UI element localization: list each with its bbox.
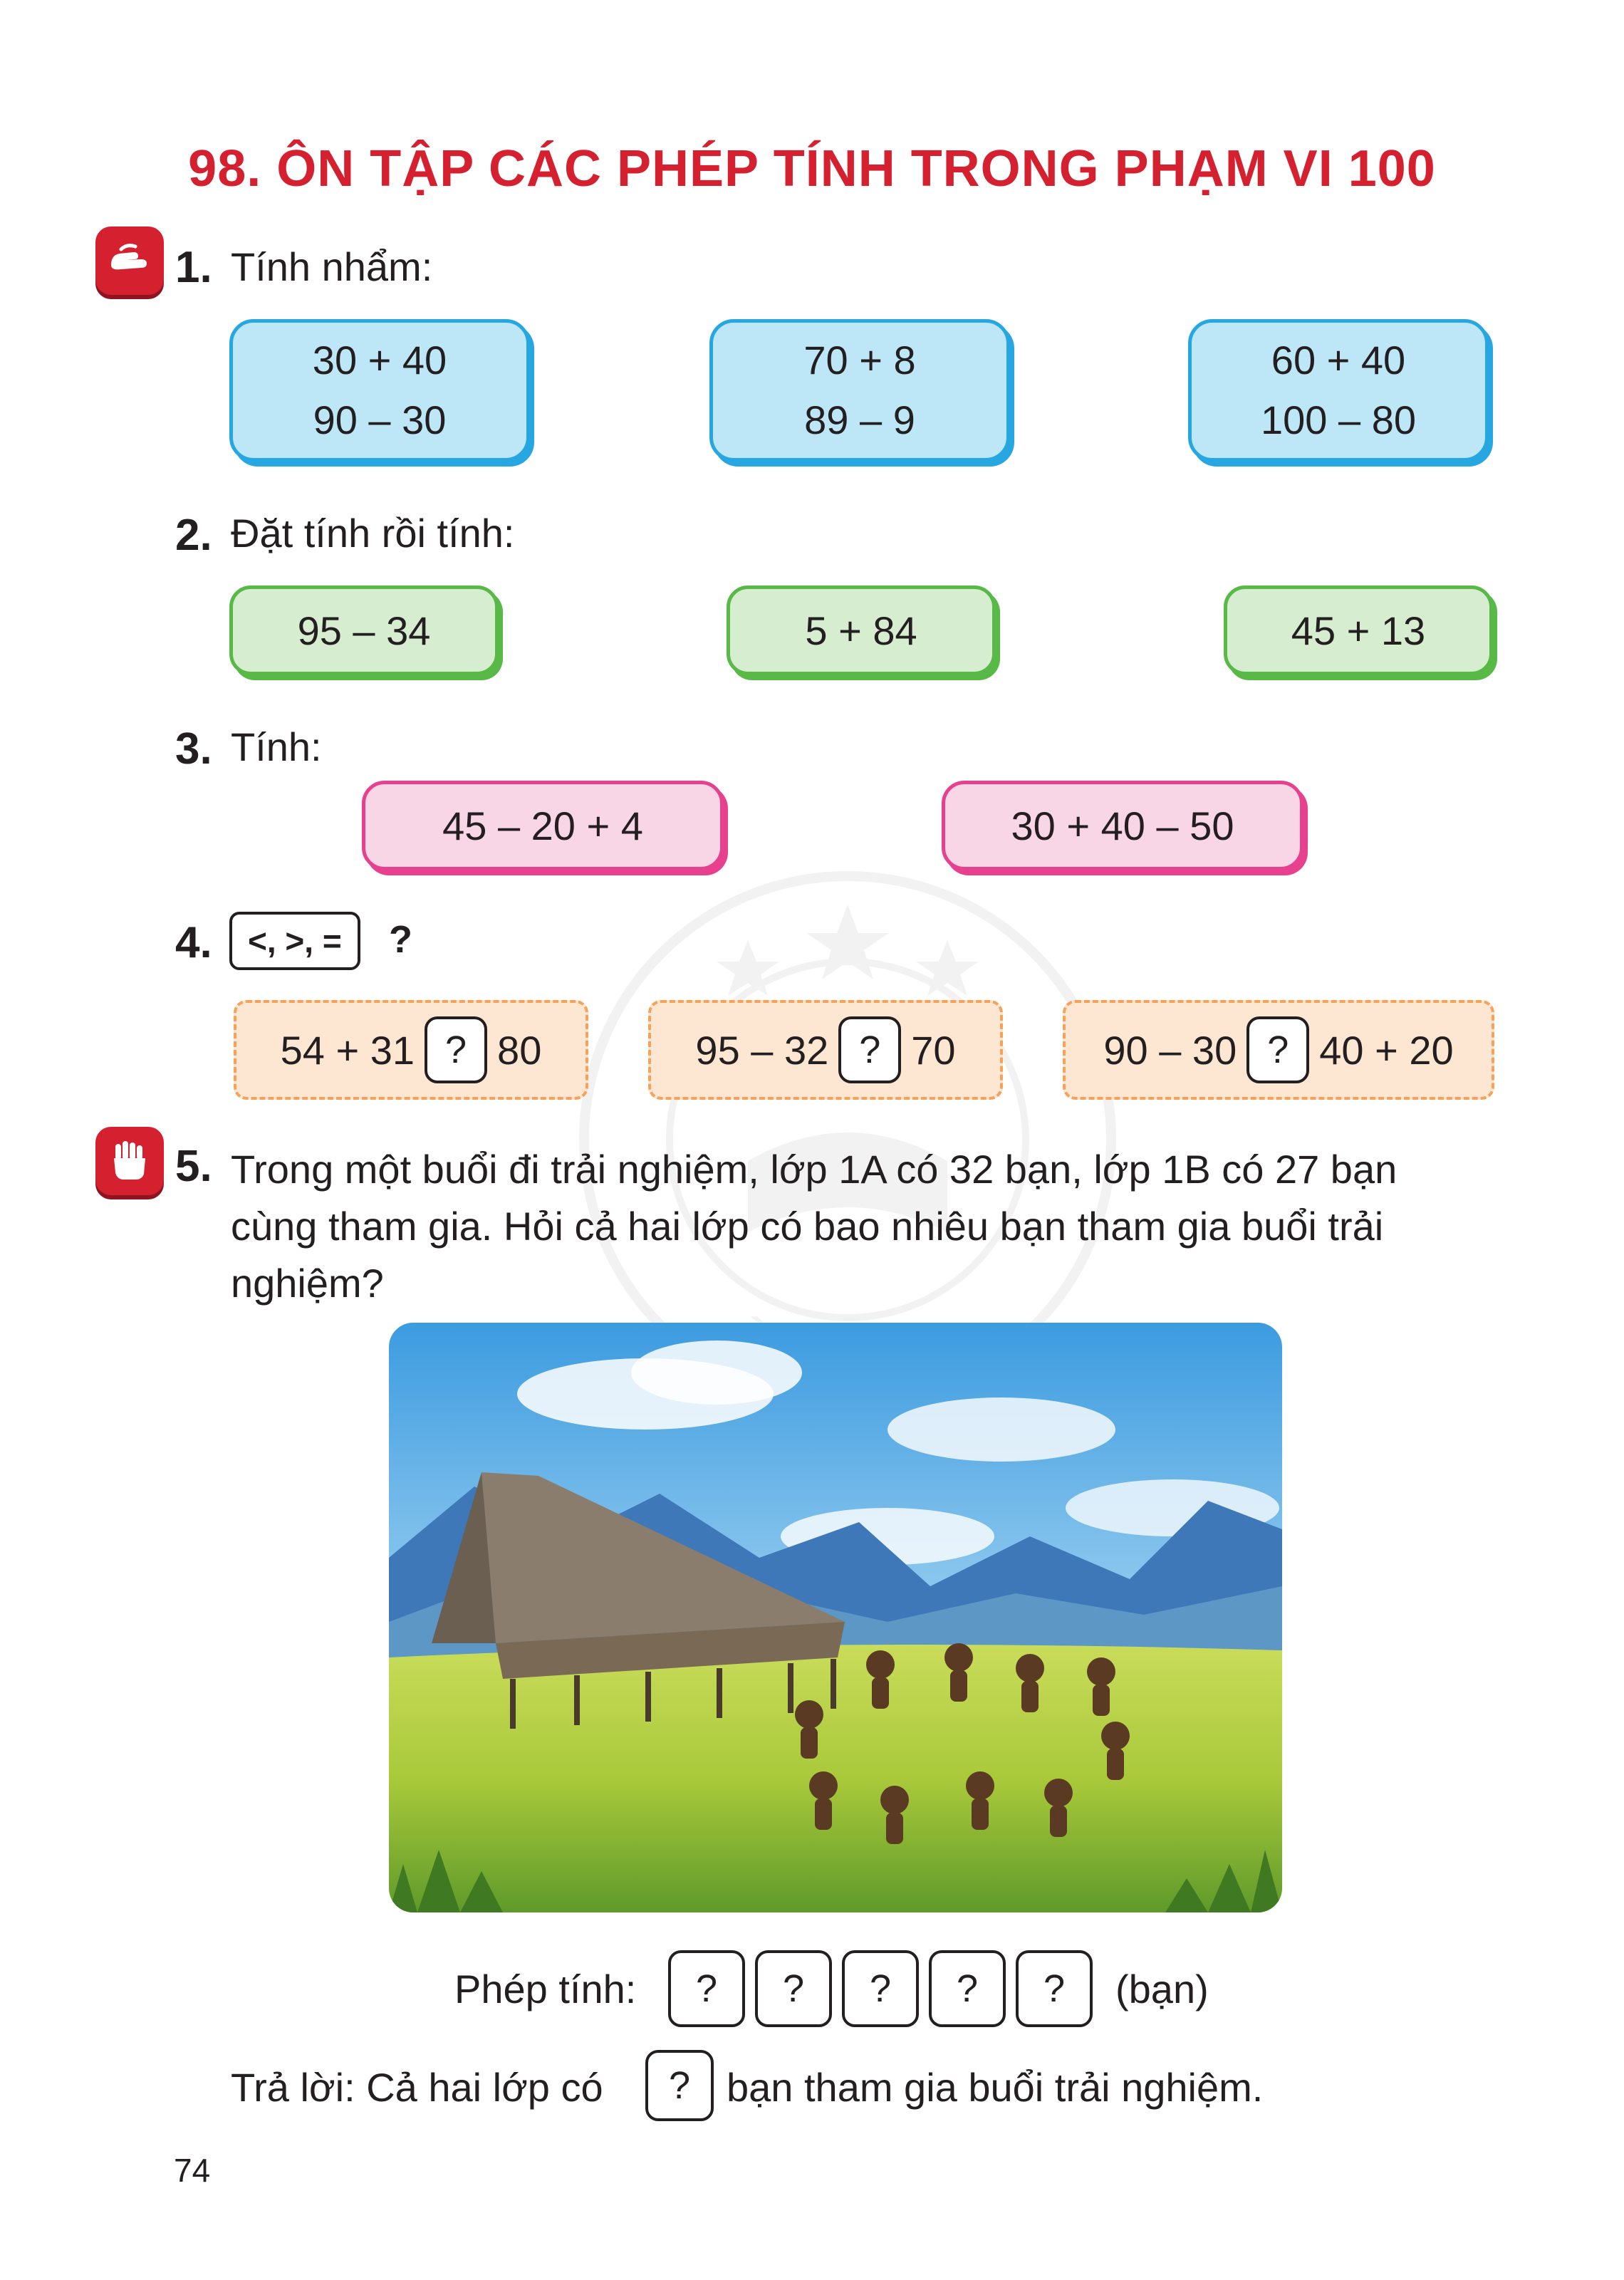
problem-line: cùng tham gia. Hỏi cả hai lớp có bao nhiêu bạn tham gia buổi trải bbox=[231, 1204, 1384, 1249]
exercise-2-box-3: 45 + 13 bbox=[1224, 585, 1493, 675]
expression: 89 – 9 bbox=[804, 397, 915, 442]
hands-practice-icon bbox=[95, 227, 164, 295]
answer-suffix: bạn tham gia buổi trải nghiệm. bbox=[727, 2065, 1264, 2110]
problem-line: nghiệm? bbox=[231, 1261, 384, 1306]
comparison-left: 54 + 31 bbox=[280, 1027, 415, 1073]
answer-box[interactable]: ? bbox=[838, 1016, 901, 1083]
equation-unit: (bạn) bbox=[1115, 1967, 1209, 2011]
expression: 100 – 80 bbox=[1261, 397, 1416, 442]
page-title: 98. ÔN TẬP CÁC PHÉP TÍNH TRONG PHẠM VI 100 bbox=[188, 140, 1436, 197]
comparison-right: 40 + 20 bbox=[1319, 1027, 1454, 1073]
comparison-item-3 bbox=[1063, 1000, 1494, 1100]
comparison-right: 80 bbox=[497, 1027, 542, 1073]
expression: 60 + 40 bbox=[1271, 338, 1406, 382]
equation-box[interactable]: ? bbox=[755, 1950, 832, 2027]
comparison-item-1 bbox=[234, 1000, 588, 1100]
equation-box[interactable]: ? bbox=[929, 1950, 1006, 2027]
exercise-5-number: 5. bbox=[175, 1142, 212, 1191]
equation-label: Phép tính: bbox=[454, 1967, 637, 2011]
equation-boxes bbox=[668, 1950, 1093, 2027]
expression: 70 + 8 bbox=[803, 338, 916, 382]
exercise-3-box-2: 30 + 40 – 50 bbox=[942, 781, 1303, 870]
expression: 30 + 40 bbox=[312, 338, 447, 382]
longhouse-festival-illustration bbox=[389, 1323, 1282, 1912]
comparison-left: 95 – 32 bbox=[695, 1027, 829, 1073]
exercise-1-box-2 bbox=[709, 319, 1010, 462]
exercise-5-problem bbox=[231, 1141, 1397, 1312]
exercise-4-question-mark: ? bbox=[389, 918, 412, 961]
exercise-2-number: 2. bbox=[175, 511, 212, 560]
comparison-item-2 bbox=[648, 1000, 1003, 1100]
problem-line: Trong một buổi đi trải nghiệm, lớp 1A có 32 bạn, lớp 1B có 27 bạn bbox=[231, 1147, 1397, 1192]
exercise-3-instruction: Tính: bbox=[231, 724, 322, 769]
answer-box[interactable]: ? bbox=[1246, 1016, 1309, 1083]
exercise-2-instruction: Đặt tính rồi tính: bbox=[231, 511, 515, 556]
page-number: 74 bbox=[174, 2152, 211, 2189]
equation-box[interactable]: ? bbox=[842, 1950, 919, 2027]
exercise-3-number: 3. bbox=[175, 724, 212, 774]
exercise-4-number: 4. bbox=[175, 918, 212, 967]
answer-box[interactable]: ? bbox=[645, 2050, 714, 2121]
exercise-1-instruction: Tính nhẩm: bbox=[231, 244, 433, 289]
exercise-1-box-3 bbox=[1188, 319, 1489, 462]
equation-box[interactable]: ? bbox=[1016, 1950, 1093, 2027]
exercise-3-box-1: 45 – 20 + 4 bbox=[362, 781, 724, 870]
exercise-2-box-1: 95 – 34 bbox=[229, 585, 499, 675]
expression: 90 – 30 bbox=[313, 397, 447, 442]
exercise-1-number: 1. bbox=[175, 243, 212, 292]
fist-apply-icon bbox=[95, 1127, 164, 1195]
comparison-left: 90 – 30 bbox=[1103, 1027, 1237, 1073]
exercise-2-box-2: 5 + 84 bbox=[727, 585, 996, 675]
equation-box[interactable]: ? bbox=[668, 1950, 745, 2027]
answer-prefix: Trả lời: Cả hai lớp có bbox=[231, 2065, 603, 2110]
comparison-signs-box: <, >, = bbox=[229, 912, 360, 970]
answer-box[interactable]: ? bbox=[425, 1016, 487, 1083]
comparison-right: 70 bbox=[911, 1027, 956, 1073]
exercise-1-box-1 bbox=[229, 319, 530, 462]
